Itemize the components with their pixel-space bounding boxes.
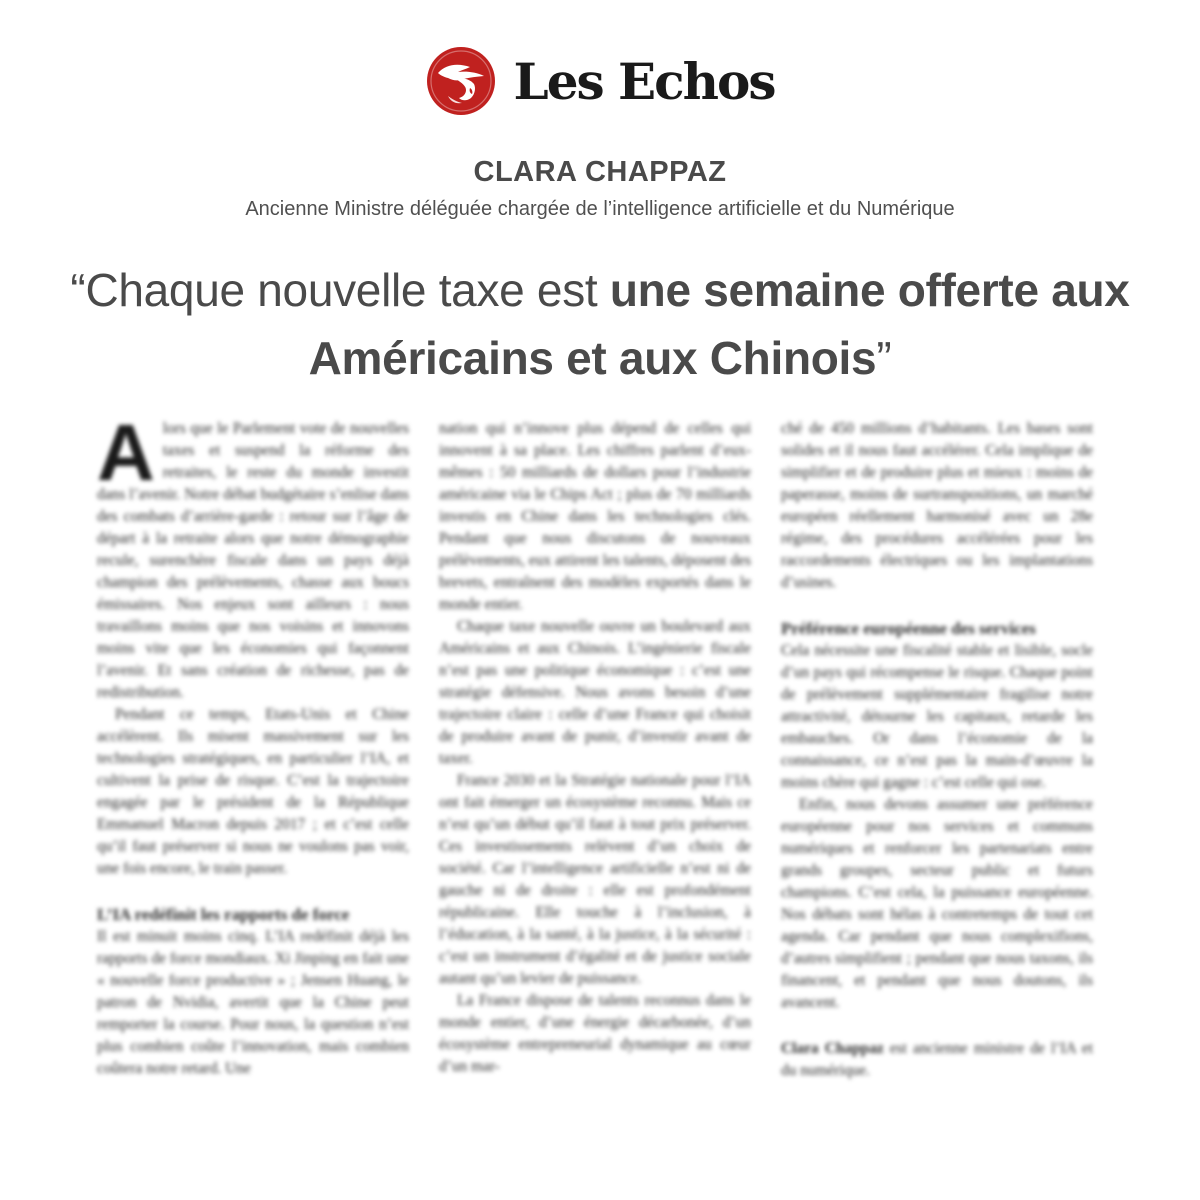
headline-open-quote: “ [70,264,86,316]
article-column-2 [439,418,751,1200]
headline-close-quote: ” [876,332,892,384]
les-echos-mercury-logo-icon [426,46,496,116]
article-paragraph: Enfin, nous devons assumer une préférence européenne pour nos services et communs numériques et renforcer les partenariats entre grands groupes, secteur public et futurs champions. C’est cela, la puissance européenne. Nos débats sont hélas à contretemps de tout cet agenda. Car pendant que nous complexifions, d’autres simplifient ; pendant que nous taxons, ils financent, et pendant que nous doutons, ils avancent. [781,796,1093,1011]
headline-regular-text: Chaque nouvelle taxe est [85,264,610,316]
masthead [0,44,1200,118]
headline-bold-text: une semaine offerte aux Américains et aux Chinois [308,264,1130,384]
article-paragraph: La France dispose de talents reconnus dans le monde entier, d’une énergie décarbonée, d’un écosystème entrepreneurial dynamique au cœur d’un mar- [439,992,751,1075]
article-paragraph: ché de 450 millions d’habitants. Les bases sont solides et il nous faut accélérer. Cela implique de simplifier et de produire plus et mieux : moins de paperasse, moins de surtranspositions, un marché européen réellement harmonisé avec un 28e régime, des procédures accélérées pour les raccordements électriques ou les implantations d’usines. [781,420,1093,591]
author-bio [781,1038,1093,1082]
drop-cap: A [97,418,155,497]
article-paragraph: Il est minuit moins cinq. L’IA redéfinit déjà les rapports de force mondiaux. Xi Jinping en fait une « nouvelle force productive » ; Jensen Huang, le patron de Nvidia, avertit que la Chine peut remporter la course. Pour nous, la question n’est plus combien coûte l’innovation, mais combien coûtera notre retard. Une [97,928,409,1077]
headline-quote [0,256,1200,392]
les-echos-wordmark: Les Echos [513,51,775,111]
article-paragraph: nation qui n’innove plus dépend de celles qui innovent à sa place. Les chiffres parlent d’eux-mêmes : 50 milliards de dollars pour l’industrie américaine via le Chips Act ; plus de 70 milliards investis en Chine dans les technologies clés. Pendant que nous discutons de nouveaux prélèvements, eux attirent les talents, déposent des brevets, entraînent des modèles exportés dans le monde entier. [439,420,751,613]
article-column-1 [97,418,409,1200]
article-column-3 [781,418,1093,1200]
article-subhead: L’IA redéfinit les rapports de force [97,905,350,924]
article-paragraph: Pendant ce temps, Etats-Unis et Chine accélèrent. Ils misent massivement sur les technologies stratégiques, en particulier l’IA, et cultivent la prise de risque. C’est la trajectoire engagée par le président de la République Emmanuel Macron depuis 2017 ; et c’est celle qu’il faut préserver si nous ne voulons pas voir, une fois encore, le train passer. [97,706,409,877]
author-name: CLARA CHAPPAZ [473,156,727,188]
article-paragraph [97,418,409,704]
paragraph-text: lors que le Parlement vote de nouvelles taxes et suspend la réforme des retraites, le reste du monde investit dans l’avenir. Notre débat budgétaire s’enlise dans des combats d’arrière-garde : retour sur l’âge de départ à la retraite alors que notre démographie recule, surenchère fiscale dans un pays déjà champion des prélèvements, chasse aux boucs émissaires. Nos enjeux sont ailleurs : nous travaillons moins que nos voisins et innovons moins vite que les économies qui façonnent l’avenir. Et sans création de richesse, pas de redistribution. [97,420,409,701]
author-bio-text: est ancienne ministre de l’IA et du numérique. [781,1040,1093,1079]
article-paragraph: Cela nécessite une fiscalité stable et lisible, socle d’un pays qui récompense le risque. Chaque point de prélèvement supplémentaire fragilise notre attractivité, détourne les capitaux, retarde les embauches. Or dans l’économie de la connaissance, ce n’est pas la main-d’œuvre la moins chère qui gagne : c’est celle qui ose. [781,642,1093,791]
author-bio-name: Clara Chappaz [781,1040,884,1057]
article-paragraph: France 2030 et la Stratégie nationale pour l’IA ont fait émerger un écosystème reconnu. Mais ce n’est qu’un début qu’il faut à tout prix préserver. Ces investissements relèvent d’un choix de société. Car l’intelligence artificielle n’est ni de gauche ni de droite : elle est profondément républicaine. Elle touche à l’inclusion, à l’éducation, à la santé, à la justice, à la sécurité : c’est un instrument d’égalité et de justice sociale autant qu’un levier de puissance. [439,772,751,987]
author-role: Ancienne Ministre déléguée chargée de l’intelligence artificielle et du Numérique [245,198,955,220]
article-subhead: Préférence européenne des services [781,619,1036,638]
article-body [97,418,1093,1200]
article-paragraph: Chaque taxe nouvelle ouvre un boulevard aux Américains et aux Chinois. L’ingénierie fiscale n’est pas une politique économique : c’est une stratégie défensive. Nous avons besoin d’une trajectoire claire : celle d’une France qui choisit de produire avant de punir, d’investir avant de taxer. [439,618,751,767]
